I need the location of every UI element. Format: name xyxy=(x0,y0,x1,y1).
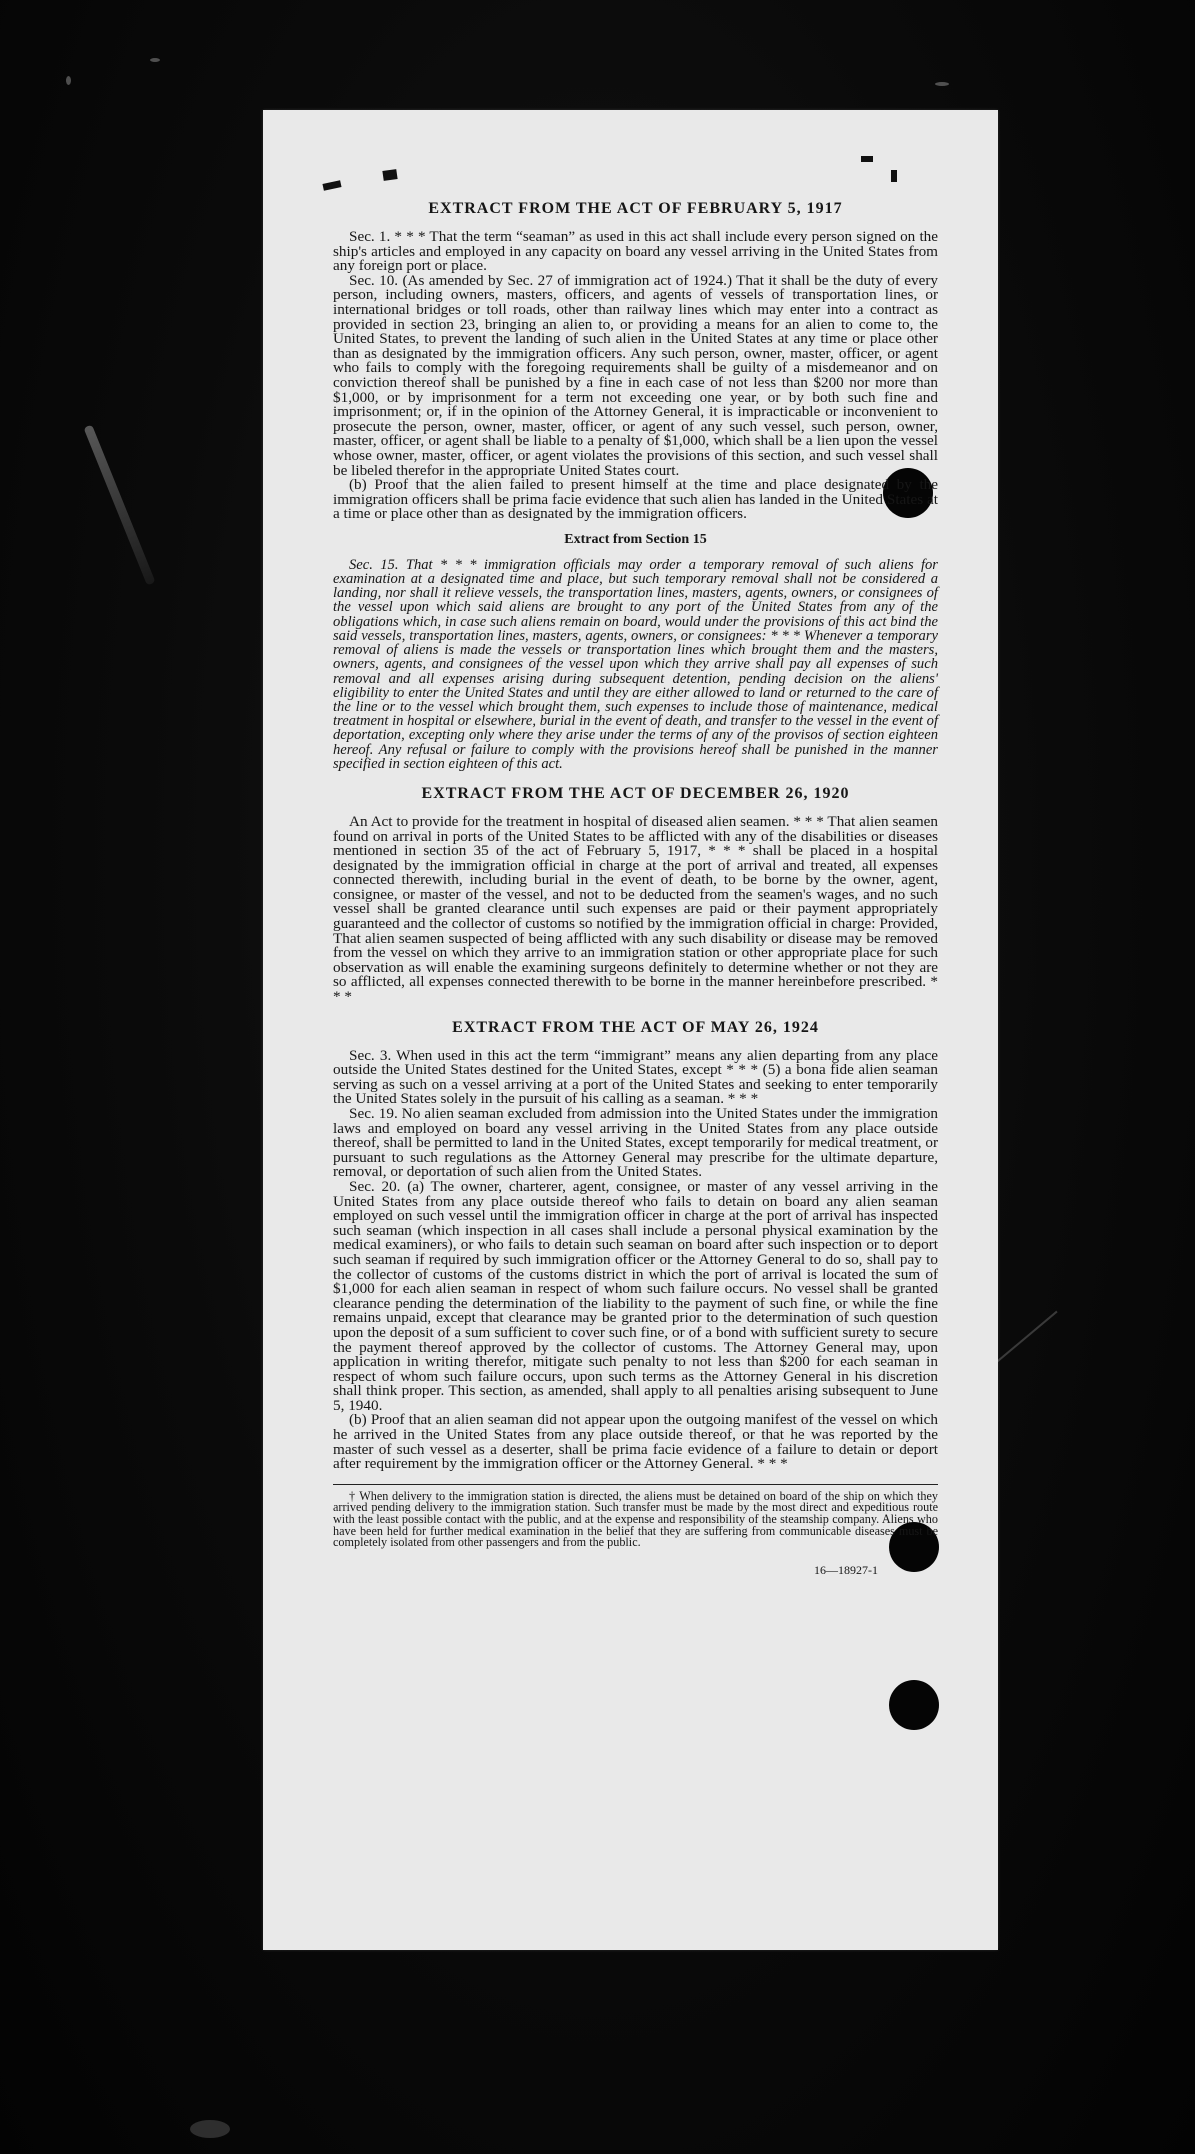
section-heading-1924: EXTRACT FROM THE ACT OF MAY 26, 1924 xyxy=(452,1018,819,1036)
spacer xyxy=(333,1005,938,1019)
document-page xyxy=(263,110,998,1950)
torn-corner-mark xyxy=(891,170,897,182)
punch-hole xyxy=(889,1680,939,1730)
torn-corner-mark xyxy=(382,169,397,181)
paragraph-sec-20-a: Sec. 20. (a) The owner, charterer, agent, consignee, or master of any vessel arriving in the United States from any place outside thereof who fails to detain on board any alien seaman employed on such vessel until the immigration officer in charge at the port of arrival has inspected such seaman (which inspection in all cases shall include a personal physical examination by the medical examiners), or who fails to detain such seaman on board after such inspection or to deport such seaman if required by such immigration officer or the Attorney General to do so, shall pay to the collector of customs of the customs district in which the port of arrival is located the sum of $1,000 for each alien seaman in respect of whom such failure occurs. No vessel shall be granted clearance pending the determination of the liability to the payment of such fine, or while the fine remains unpaid, except that clearance may be granted prior to the determination of such question upon the deposit of a sum sufficient to cover such fine, or of a bond with sufficient surety to secure the payment thereof approved by the collector of customs. The Attorney General may, upon application in writing therefor, mitigate such penalty to not less than $200 for each seaman in respect of whom such failure occurs, upon such terms as the Attorney General in his discretion shall think proper. This section, as amended, shall apply to all penalties arising subsequent to June 5, 1940. xyxy=(333,1177,938,1414)
dust-speck xyxy=(190,2120,230,2138)
subheading-section-15: Extract from Section 15 xyxy=(564,531,707,547)
paragraph-sec-1: Sec. 1. * * * That the term “seaman” as used in this act shall include every person signed on the ship's articles and employed in any capacity on board any vessel arriving in the United States from any foreign port or place. xyxy=(333,228,938,275)
dust-speck xyxy=(66,76,71,85)
dust-speck xyxy=(935,82,949,86)
footnote: † When delivery to the immigration station is directed, the aliens must be detained on board of the ship on which they arrived pending delivery to the immigration station. Such transfer must be made by the most direct and expeditious route with the least possible contact with the public, and at the expense and responsibility of the steamship company. Aliens who have been held for further medical examination in the belief that they are suffering from communicable diseases must be completely isolated from other passengers and from the public. xyxy=(333,1488,938,1550)
paragraph-sec-19: Sec. 19. No alien seaman excluded from admission into the United States under the immigration laws and employed on board any vessel arriving in the United States from any place outside thereof, shall be permitted to land in the United States, except temporarily for medical treatment, or pursuant to such regulations as the Attorney General may prescribe for the ultimate departure, removal, or deportation of such alien from the United States. xyxy=(333,1105,938,1181)
paragraph-act-1920: An Act to provide for the treatment in hospital of diseased alien seamen. * * * That alien seamen found on arrival in ports of the United States to be afflicted with any of the disabilities or diseases mentioned in section 35 of the act of February 5, 1917, * * * shall be placed in a hospital designated by the immigration official in charge at the port of arrival and treated, all expenses connected therewith, including burial in the event of death, to be borne by the owner, agent, consignee, or master of the vessel, and not to be deducted from the seamen's wages, and no such vessel shall be granted clearance until such expenses are paid or their payment appropriately guaranteed and the collector of customs so notified by the immigration official in charge: Provided, That alien seamen suspected of being afflicted with any such disability or disease may be removed from the vessel on which they arrive to an immigration station or other appropriate place for such observation as will enable the examining surgeons definitely to determine whether or not they are so afflicted, all expenses connected therewith to be borne in the manner hereinbefore prescribed. * * * xyxy=(333,812,938,1006)
spacer xyxy=(333,771,938,785)
paragraph-sec-10-b: (b) Proof that the alien failed to present himself at the time and place designated by the immigration officers shall be prima facie evidence that such alien has landed in the United States at a time or place other than as designated by the immigration officers. xyxy=(333,476,938,523)
torn-corner-mark xyxy=(861,156,873,162)
section-heading-1917: EXTRACT FROM THE ACT OF FEBRUARY 5, 1917 xyxy=(428,200,843,217)
paragraph-sec-15: Sec. 15. That * * * immigration officials may order a temporary removal of such aliens for examination at a designated time and place, but such temporary removal shall not be considered a landing, nor shall it relieve vessels, the transportation lines, masters, agents, owners, or consignees of the vessel upon which said aliens are brought to any port of the United States from any of the obligations which, in case such aliens remain on board, would under the provisions of this act bind the said vessels, transportation lines, masters, agents, owners, or consignees: * * * Whenever a temporary removal of aliens is made the vessels or transportation lines which brought them and the masters, owners, agents, and consignees of the vessel upon which they arrive shall pay all expenses of such removal and all expenses arising during subsequent detention, pending decision on the aliens' eligibility to enter the United States and until they are either allowed to land or returned to the care of the line or to the vessel which brought them, such expenses to include those of maintenance, medical treatment in hospital or elsewhere, burial in the event of death, and transfer to the vessel in the event of deportation, excepting only where they arise under the terms of any of the provisos of section eighteen hereof. Any refusal or failure to comply with the provisions hereof shall be punished in the manner specified in section eighteen of this act. xyxy=(333,556,938,772)
document-body xyxy=(333,200,938,1578)
torn-corner-mark xyxy=(322,180,341,191)
footnote-divider xyxy=(333,1484,938,1485)
paragraph-sec-10: Sec. 10. (As amended by Sec. 27 of immigration act of 1924.) That it shall be the duty of every person, including owners, masters, officers, and agents of vessels of transportation lines, or international bridges or toll roads, other than railway lines which may enter into a contract as provided in section 23, bringing an alien to, or providing a means for an alien to come to, the United States, to prevent the landing of such alien in the United States at any time or place other than as designated by the immigration officers. Any such person, owner, master, officer, or agent who fails to comply with the foregoing requirements shall be guilty of a misdemeanor and on conviction thereof shall be punished by a fine in each case of not less than $200 nor more than $1,000, or by imprisonment for a term not exceeding one year, or by both such fine and imprisonment; or, if in the opinion of the Attorney General, it is impracticable or inconvenient to prosecute the person, owner, master, officer, or agent of any such vessel, such person, owner, master, officer, or agent shall be liable to a penalty of $1,000, which shall be a lien upon the vessel whose owner, master, officer, or agent violates the provisions of this section, and such vessel shall be libeled therefor in the appropriate United States court. xyxy=(333,271,938,479)
document-number: 16—18927-1 xyxy=(814,1562,878,1577)
paragraph-sec-3: Sec. 3. When used in this act the term “immigrant” means any alien departing from any place outside the United States destined for the United States, except * * * (5) a bona fide alien seaman serving as such on a vessel arriving at a port of the United States and seeking to enter temporarily the United States solely in the pursuit of his calling as a seaman. * * * xyxy=(333,1046,938,1108)
dust-speck xyxy=(150,58,160,62)
section-heading-1920: EXTRACT FROM THE ACT OF DECEMBER 26, 1920 xyxy=(421,784,850,802)
paragraph-sec-20-b: (b) Proof that an alien seaman did not appear upon the outgoing manifest of the vessel on which he arrived in the United States from any place outside thereof, or that he was reported by the master of such vessel as a deserter, shall be prima facie evidence of a failure to detain or deport after requirement by the immigration officer or the Attorney General. * * * xyxy=(333,1411,938,1473)
